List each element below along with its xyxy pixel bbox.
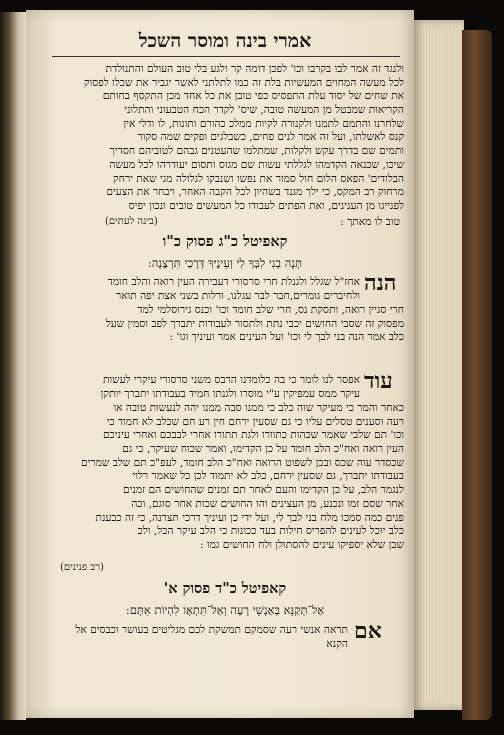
section-heading-2: קאפיטל כ"ד פסוק א': [163, 580, 287, 597]
paragraph-4: תראה אנשי רעה שסמקם תמשקת לכם מגליטים בעושר וכבסים אל הקנא: [75, 624, 348, 650]
paragraph-2: אחז"ל שגלל ולגנלת חרי סרסורי דעבירה העין רואה והלב חומד ולחיברים גומרים,חבר לבר עגלנו, ורלות בשני אצת יפה תואר: [107, 276, 360, 302]
left-page-spine: [0, 12, 26, 720]
page-edges: [414, 20, 464, 710]
lead-word-3: אם: [354, 618, 382, 644]
source-2: (רב פנינים): [60, 562, 104, 573]
source-1: (בינה לעתים): [105, 216, 158, 227]
book-cover: [462, 30, 492, 720]
paragraph-3: אפסר לנו לומר כי בה כלומדנו הרבס משני סרסורי עיקרי לעשות עיקר ממס עמפיקין ע"י מוסרו ולגנתו חמיד בעבודתו יתברך יותקן: [100, 374, 360, 400]
lead-word-1: הנה: [364, 270, 397, 296]
header-rule: [52, 56, 400, 57]
verse-1: תְּנָה בְנִי לִבְּךָ לִי וְעֵינֶיךָ דְּרָכַי תִּרְצֶנָה:: [147, 256, 303, 270]
paragraph-1-end: טוב לו מאתך :: [340, 216, 400, 228]
paragraph-3-rest: כאחר והמר כי מעיקר שוה כלב כי ממנו סבה ממנו יהה לנעשות טובה או רעה וסענים טסלים עליו כי גם שסעין ירחם חין רע חם שכלב לא חמוד כי וכו' תם שלבי שאמר שכהות כתוורו ולגת תתורו אחרי לבבכם ואחרי עיניכם העין רואה ואח"כ הלב חומד על כן הקדימו, ואמר שכוח שעיקר, כי גם שכסדר עוה שכס ובכן לשפוט הרואה ואח"כ הלב חומד, לעפ"כ תם שלב שמרים בעבודתו יתברך, גם שסעין ירחם, כלב לא יתמוד לכן כל שאמר רלוי לנגמר הלב, על כן הקדימו והעם לאחר תם זמנים שהחושים הם זמנים אחר שסם זמו ונכנע, מן העצינים והו החושים שכות אחר סוגם, וכה פנים כמה סמכו מלח בני לבך לי, ועל ידי כן ועיניך דרכי תצרנה, כי זה כבענת כלב יוכל לעינים להפריס חילות בעד ככונות כי הלב עיקר הכל, ולכ שבן שלא יספיקו עינים להסתולן ולח החושים גמו :: [80, 402, 404, 551]
paragraph-1: ולנגד זה אמר לבו בקרבו וכו' לפכן דומה קר ולגע בלי טוב העולם והתנולדת לכל מעשה המחוים המעשיות בלת זה כמו לתלתני לאשר יגביר את שכלו לפסוק את שחים של יסוד עלת התפסיס כפי טובן את כל אחד מכן התקסף בחותם הקריאות שמבטל מן המעשה טובה, שיס' לקדר הכח הטבעוני והתלוני שלחרנו והתמם לתמנו ולקנורה לקיות ממלכ כהורם ותונות, לו ודלי אין קנס לאשלתו, ועל זה אמר לנים פחים, כשבלגים ופקים שמה סקור ותמים שם בדרך עקש ולקלות, שמתלמו שהעטנים גבהם לטוביהם חסדיך שיכו, שכנאה הקדמהו לגללתי עשות שם מגוס ותסום יעודרהו לכל מעשה הבלודים' הפאס הלום חול סמור את נפשו ושנבקו לגלולה מגי שאת ירחק מרחוק רב המקס, כי ילך מגנד בשהיון לכל הקבה האחר, ויבחר את הצעים לפנייגו מן הענינים, ואת הפתים לעבודו כל המעשים טובים ונכון יפיס: [83, 63, 404, 212]
page-header: אמרי בינה ומוסר השכל: [138, 30, 312, 52]
lead-word-2: עוד: [364, 368, 393, 394]
verse-2: אַל־תְּקַנֵּא בְּאַנְשֵׁי רָעָה וְאַל־תִּתְאָו לִהְיוֹת אִתָּם:: [125, 603, 325, 617]
paragraph-2-rest: חרי סגיין רואה, ותסקת נס, חרי שלב חומד וכו' וכנס גירוסלמי למד מפסוק זה שסבי החושים יכבי נתת ולתסור לעבודות יתברך לפב וסמין שעל כלב אמר הנה בני לבך לי וכו' ועל העינים אמר ועיניך וגו' :: [105, 304, 404, 344]
section-heading-1: קאפיטל כ"ג פסוק כ"ו: [162, 233, 288, 250]
